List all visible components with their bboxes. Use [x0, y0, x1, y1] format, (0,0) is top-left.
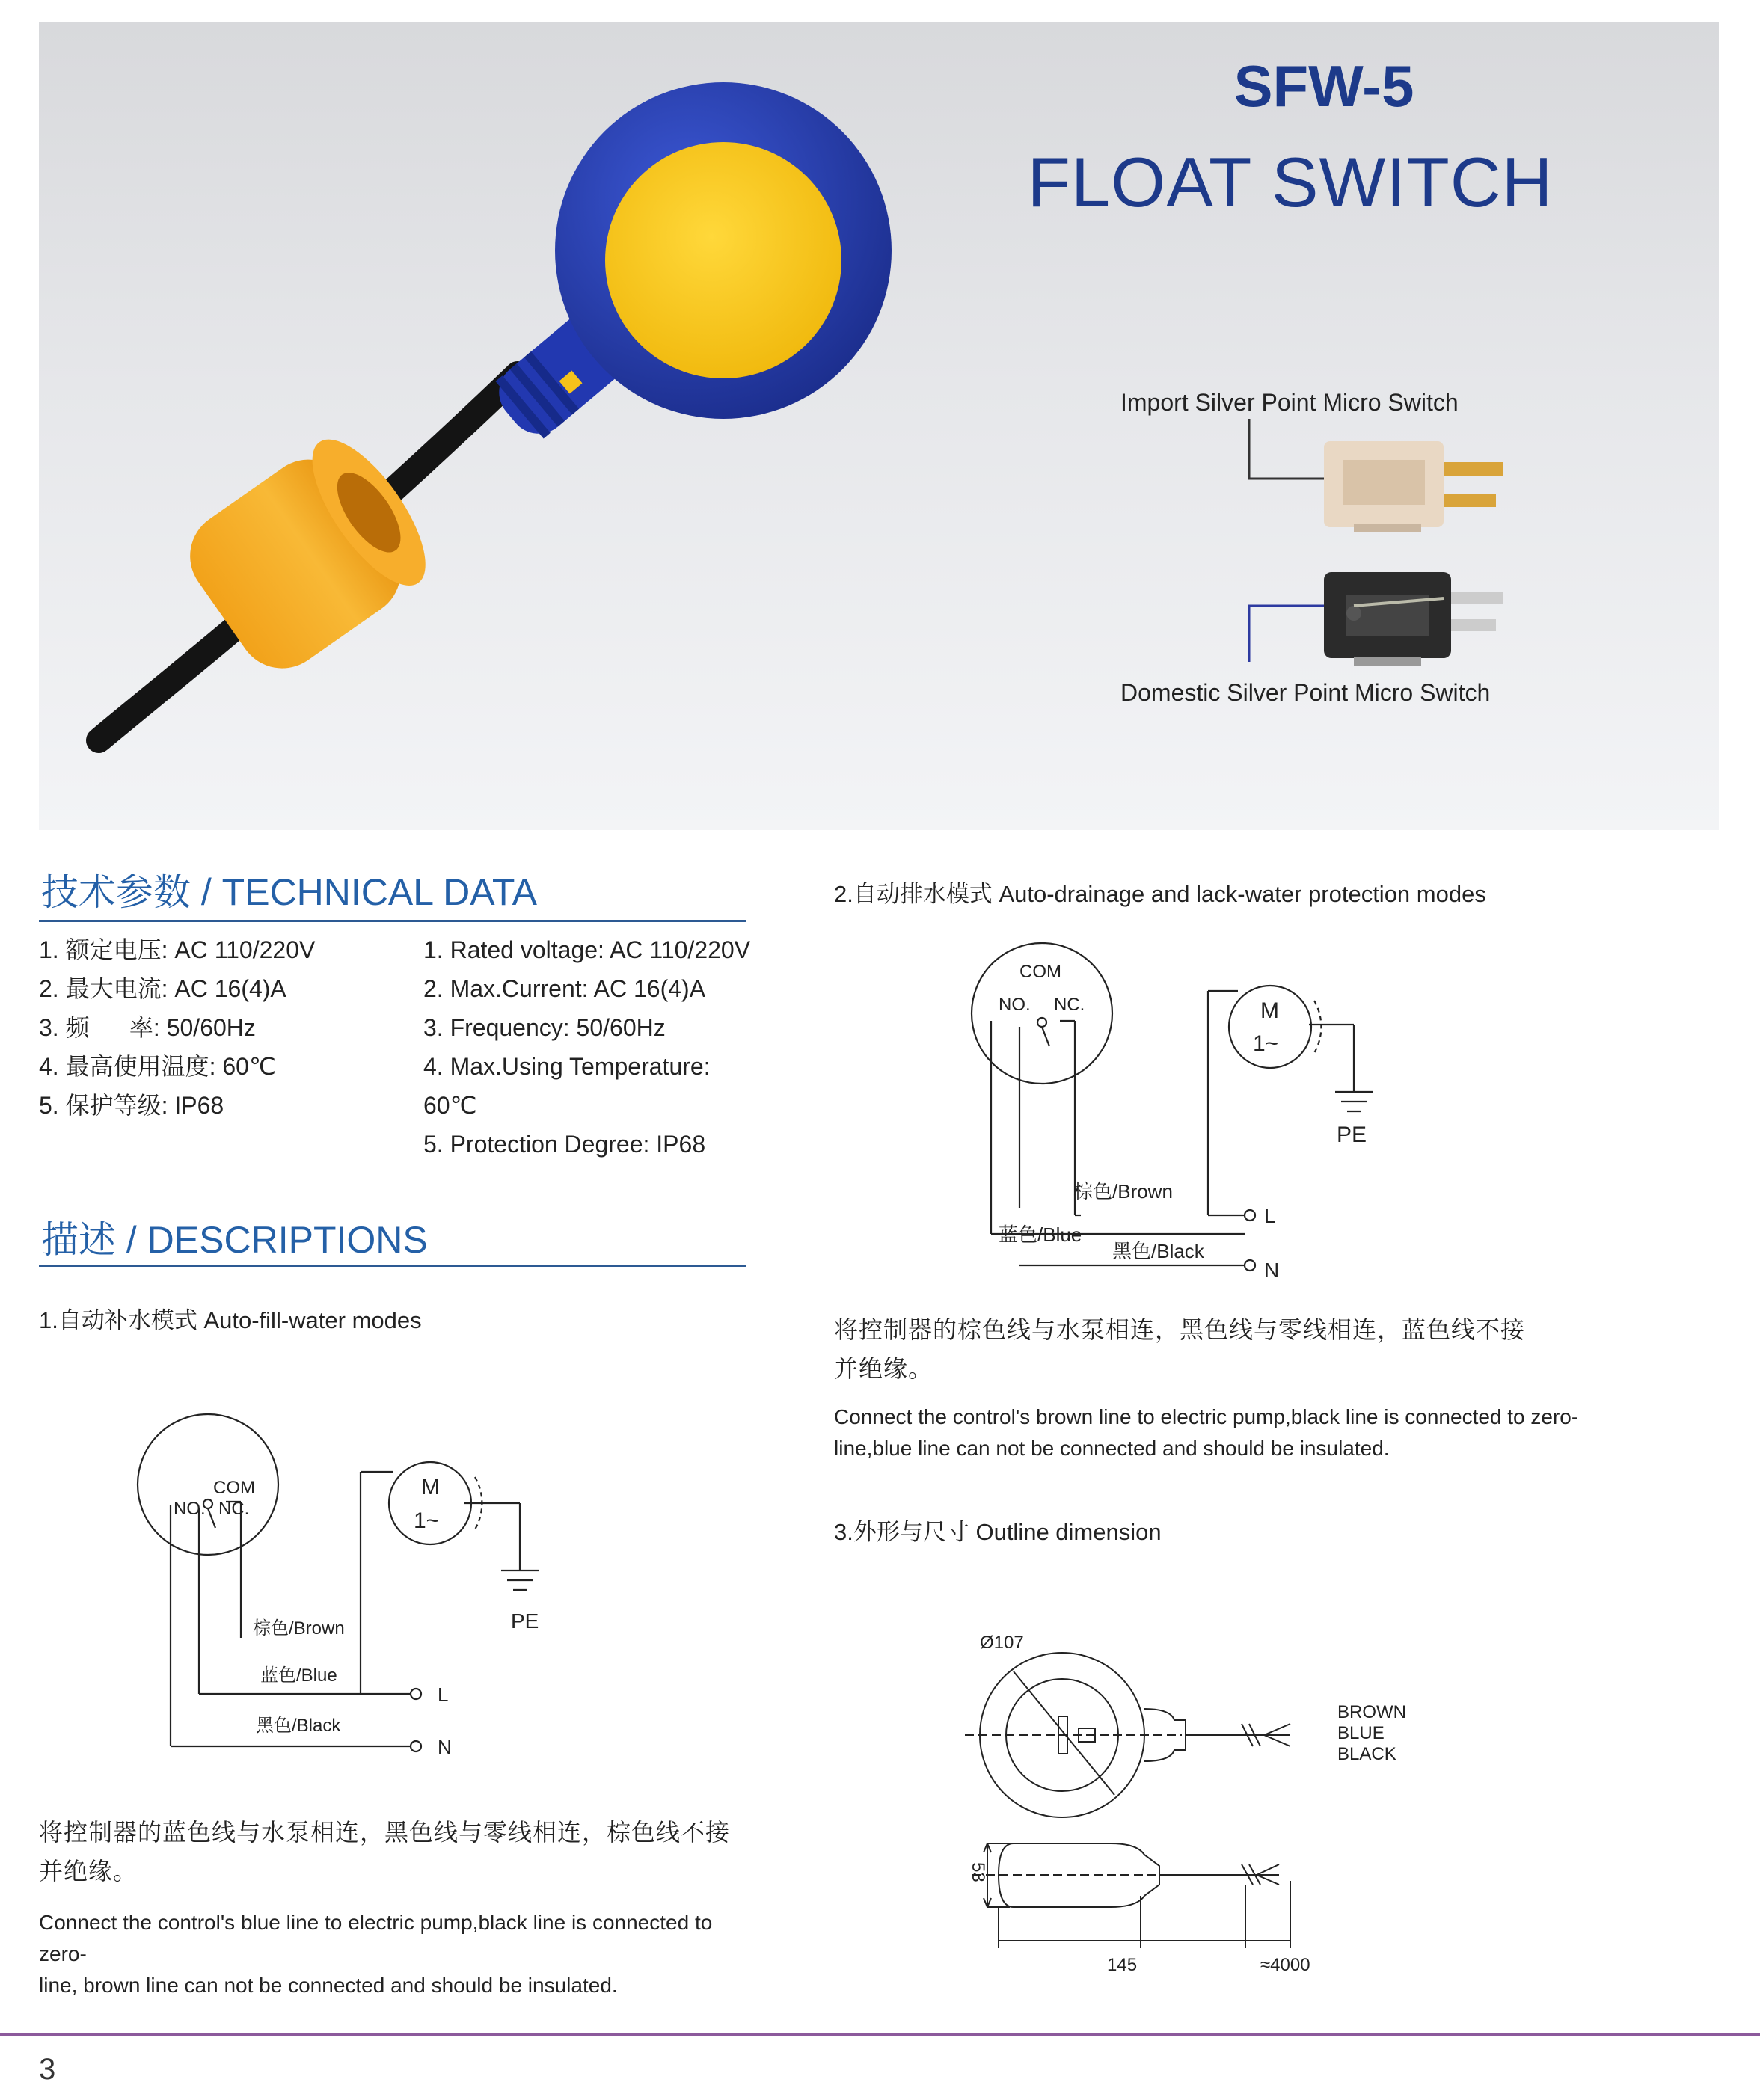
mode1-cn-line: 并绝缘。 [39, 1858, 138, 1885]
diagram-com-label: COM [213, 1478, 255, 1498]
diagram-no-label: NO. [999, 995, 1031, 1015]
outline-cable-label: ≈4000 [1260, 1955, 1310, 1975]
product-name: FLOAT SWITCH [1027, 143, 1554, 221]
diagram-nc-label: NC. [1054, 995, 1085, 1015]
outline-dimension-drawing [957, 1627, 1421, 1978]
diagram-pe-label: PE [511, 1609, 539, 1633]
wiring-diagram-fill-mode [135, 1410, 568, 1769]
outline-height-label: 53 [968, 1862, 988, 1882]
diagram-no-label: NO. [174, 1499, 206, 1519]
spec-cn-item: 4. 最高使用温度: 60℃ [39, 1053, 276, 1080]
outline-wire-blue: BLUE [1337, 1723, 1385, 1743]
descriptions-title: 描述 / DESCRIPTIONS [41, 1219, 428, 1261]
spec-cn-item: 5. 保护等级: IP68 [39, 1092, 224, 1119]
diagram-motor-m: M [421, 1475, 440, 1499]
mode1-en-line: line, brown line can not be connected and should be insulated. [39, 1974, 618, 1997]
spec-en-item: 4. Max.Using Temperature: 60℃ [423, 1053, 711, 1119]
diagram-motor-phase: 1~ [414, 1508, 440, 1533]
diagram-n-label: N [438, 1736, 452, 1758]
float-switch-product-image [39, 22, 1011, 830]
descriptions-rule [39, 1265, 746, 1267]
outline-title: 3.外形与尺寸 Outline dimension [834, 1519, 1162, 1545]
mode1-cn-line: 将控制器的蓝色线与水泵相连，黑色线与零线相连，棕色线不接 [39, 1819, 731, 1846]
outline-wire-brown: BROWN [1337, 1702, 1406, 1722]
diagram-black-label: 黑色/Black [256, 1716, 341, 1736]
diagram-motor-m: M [1260, 998, 1279, 1023]
diagram-com-label: COM [1019, 962, 1061, 982]
diagram-nc-label: NC. [218, 1499, 250, 1519]
diagram-brown-label: 棕色/Brown [1073, 1180, 1173, 1203]
mode1-cn-text [39, 1813, 757, 1891]
diagram-l-label: L [1264, 1204, 1276, 1227]
micro-switch-images [1242, 419, 1526, 673]
mode1-en-text [39, 1907, 757, 2001]
diagram-pe-label: PE [1337, 1123, 1367, 1147]
spec-list-cn [39, 930, 413, 1125]
diagram-n-label: N [1264, 1259, 1280, 1282]
diagram-blue-label: 蓝色/Blue [260, 1665, 337, 1686]
spec-en-item: 2. Max.Current: AC 16(4)A [423, 975, 706, 1002]
mode2-en-line: Connect the control's brown line to electric pump,black line is connected to zero- [834, 1405, 1579, 1428]
model-number: SFW-5 [1233, 53, 1414, 119]
footer-rule [0, 2033, 1760, 2036]
mode2-cn-line: 并绝缘。 [834, 1355, 933, 1382]
page-number: 3 [39, 2053, 56, 2086]
spec-en-item: 5. Protection Degree: IP68 [423, 1131, 706, 1158]
diagram-blue-label: 蓝色/Blue [999, 1224, 1082, 1246]
outline-diameter-label: Ø107 [980, 1633, 1024, 1653]
mode2-en-line: line,blue line can not be connected and should be insulated. [834, 1437, 1390, 1460]
mode2-title: 2.自动排水模式 Auto-drainage and lack-water protection modes [834, 881, 1486, 907]
mode1-en-line: Connect the control's blue line to electric pump,black line is connected to zero- [39, 1911, 713, 1965]
outline-length-label: 145 [1107, 1955, 1138, 1975]
diagram-brown-label: 棕色/Brown [253, 1618, 345, 1639]
diagram-motor-phase: 1~ [1253, 1031, 1279, 1056]
spec-cn-item: 2. 最大电流: AC 16(4)A [39, 975, 286, 1002]
wiring-diagram-drain-mode [969, 939, 1402, 1298]
diagram-l-label: L [438, 1683, 449, 1706]
spec-cn-item: 1. 额定电压: AC 110/220V [39, 936, 316, 963]
outline-wire-black: BLACK [1337, 1744, 1396, 1764]
mode2-cn-text [834, 1310, 1612, 1388]
technical-data-rule [39, 920, 746, 922]
domestic-switch-label: Domestic Silver Point Micro Switch [1120, 679, 1491, 706]
mode2-en-text [834, 1401, 1612, 1464]
mode1-title: 1.自动补水模式 Auto-fill-water modes [39, 1307, 422, 1333]
spec-list-en [423, 930, 752, 1164]
diagram-black-label: 黑色/Black [1112, 1240, 1204, 1262]
import-switch-label: Import Silver Point Micro Switch [1120, 389, 1459, 416]
spec-cn-item: 3. 频 率: 50/60Hz [39, 1014, 256, 1041]
spec-en-item: 3. Frequency: 50/60Hz [423, 1014, 666, 1041]
mode2-cn-line: 将控制器的棕色线与水泵相连，黑色线与零线相连，蓝色线不接 [834, 1316, 1526, 1343]
spec-en-item: 1. Rated voltage: AC 110/220V [423, 936, 751, 963]
technical-data-title: 技术参数 / TECHNICAL DATA [41, 871, 538, 913]
